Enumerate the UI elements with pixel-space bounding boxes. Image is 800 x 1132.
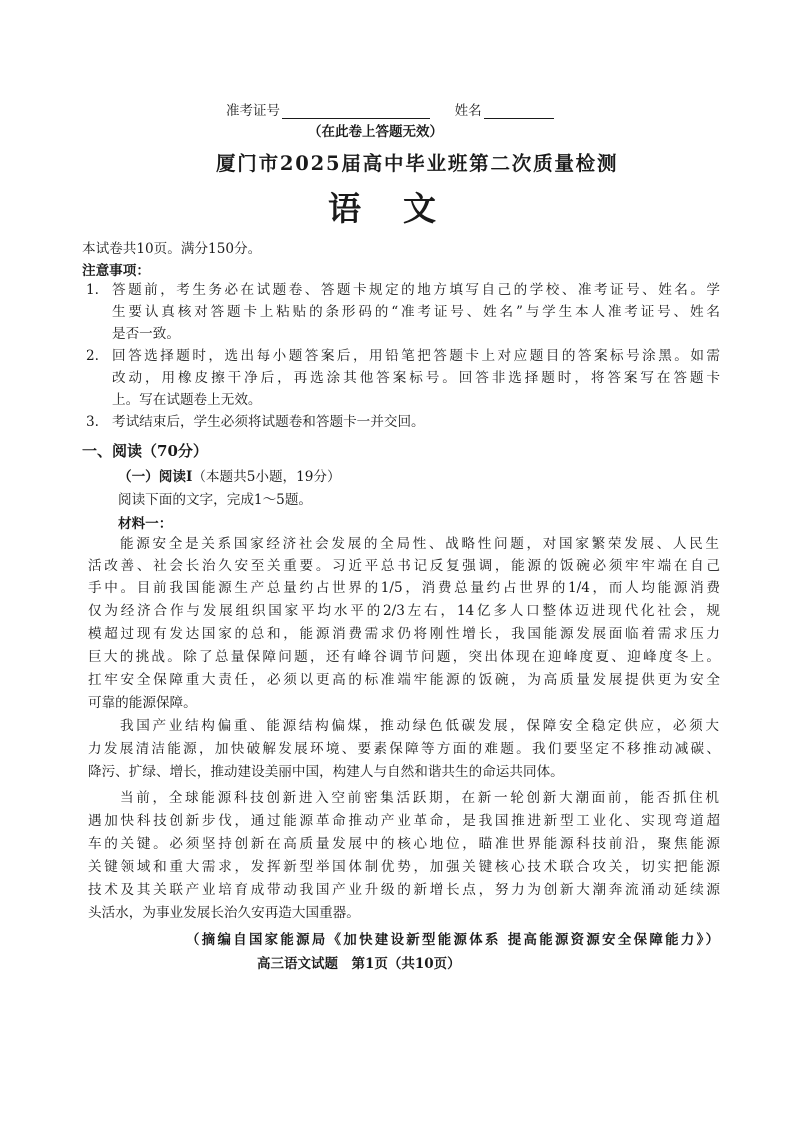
name-field[interactable] [484,104,554,119]
paragraph-line: 技术及其关联产业培育成带动我国产业升级的新增长点，努力为创新大潮奔流涌动延续源 [88,882,720,898]
admission-number-field[interactable] [282,104,430,119]
candidate-info-row [226,99,554,119]
invalid-answer-note: （在此卷上答题无效） [308,124,443,140]
paragraph-line: 手中。目前我国能源生产总量约占世界的1/5，消费总量约占世界的1/4，而人均能源消费 [88,580,720,596]
paragraph-line: 遇加快科技创新步伐，通过能源革命推动产业革命，是我国推进新型工业化、实现弯道超 [88,813,720,829]
paragraph-line: 我国产业结构偏重、能源结构偏煤，推动绿色低碳发展，保障安全稳定供应，必须大 [120,718,719,734]
instruction-line: 上。写在试题卷上无效。 [112,392,262,408]
section-heading: 一、阅读（70分） [82,442,208,460]
paragraph-line: 活改善、社会长治久安至关重要。习近平总书记反复强调，能源的饭碗必须牢牢端在自己 [88,558,720,574]
name-label: 姓名 [454,103,482,119]
paragraph-line: 当前，全球能源科技创新进入空前密集活跃期，在新一轮创新大潮面前，能否抓住机 [120,790,719,806]
paragraph-line: 降污、扩绿、增长，推动建设美丽中国，构建人与自然和谐共生的命运共同体。 [88,764,564,780]
instruction-number: 3. [86,414,99,430]
instruction-number: 2. [86,348,99,364]
page-footer: 高三语文试题 第1页（共10页） [257,956,461,972]
paragraph-line: 头活水，为事业发展长治久安再造大国重器。 [88,905,360,921]
subsection-heading [118,465,341,485]
instruction-line: 考试结束后，学生必须将试题卷和答题卡一并交回。 [112,414,425,430]
subject-title [328,183,436,230]
material-label: 材料一： [118,516,173,532]
exam-title: 厦门市2025届高中毕业班第二次质量检测 [216,152,619,175]
exam-pages-score: 本试卷共10页。满分150分。 [82,241,262,257]
paragraph-line: 车的关键。必须坚持创新在高质量发展中的核心地位，瞄准世界能源科技前沿，聚焦能源 [88,836,720,852]
instruction-number: 1. [86,282,99,298]
instruction-line: 生要认真核对答题卡上粘贴的条形码的“准考证号、姓名”与学生本人准考证号、姓名 [112,304,720,320]
reading-direction: 阅读下面的文字，完成1～5题。 [118,492,313,508]
paragraph-line: 巨大的挑战。除了总量保障问题，还有峰谷调节问题，突出体现在迎峰度夏、迎峰度冬上。 [88,649,720,665]
paragraph-line: 力发展清洁能源，加快破解发展环境、要素保障等方面的难题。我们要坚定不移推动减碳、 [88,741,720,757]
instruction-line: 答题前，考生务必在试题卷、答题卡规定的地方填写自己的学校、准考证号、姓名。学 [112,282,720,298]
paragraph-line: 扛牢安全保障重大责任，必须以更高的标准端牢能源的饭碗，为高质量发展提供更为安全 [88,672,720,688]
paragraph-line: 关键领域和重大需求，发挥新型举国体制优势，加强关键核心技术联合攻关，切实把能源 [88,859,720,875]
instruction-line: 改动，用橡皮擦干净后，再选涂其他答案标号。回答非选择题时，将答案写在答题卡 [112,370,720,386]
instruction-line: 是否一致。 [112,326,180,342]
paragraph-line: 可靠的能源保障。 [88,695,197,711]
paragraph-line: 模超过现有发达国家的总和，能源消费需求仍将刚性增长，我国能源发展面临着需求压力 [88,626,720,642]
paragraph-line: 仅为经济合作与发展组织国家平均水平的2/3左右，14亿多人口整体迈进现代化社会，规 [88,603,720,619]
paragraph-line: 能源安全是关系国家经济社会发展的全局性、战略性问题，对国家繁荣发展、人民生 [120,536,719,552]
subject-char-1: 语 [328,189,361,228]
notice-title: 注意事项： [82,263,150,279]
subsection-label: （一）阅读Ⅰ [118,469,193,485]
subsection-detail: （本题共5小题，19分） [192,469,341,485]
subject-char-2: 文 [403,189,436,228]
admission-number-label: 准考证号 [226,103,280,119]
instruction-line: 回答选择题时，选出每小题答案后，用铅笔把答题卡上对应题目的答案标号涂黑。如需 [112,348,720,364]
source-citation: （摘编自国家能源局《加快建设新型能源体系 提高能源资源安全保障能力》） [186,932,719,948]
